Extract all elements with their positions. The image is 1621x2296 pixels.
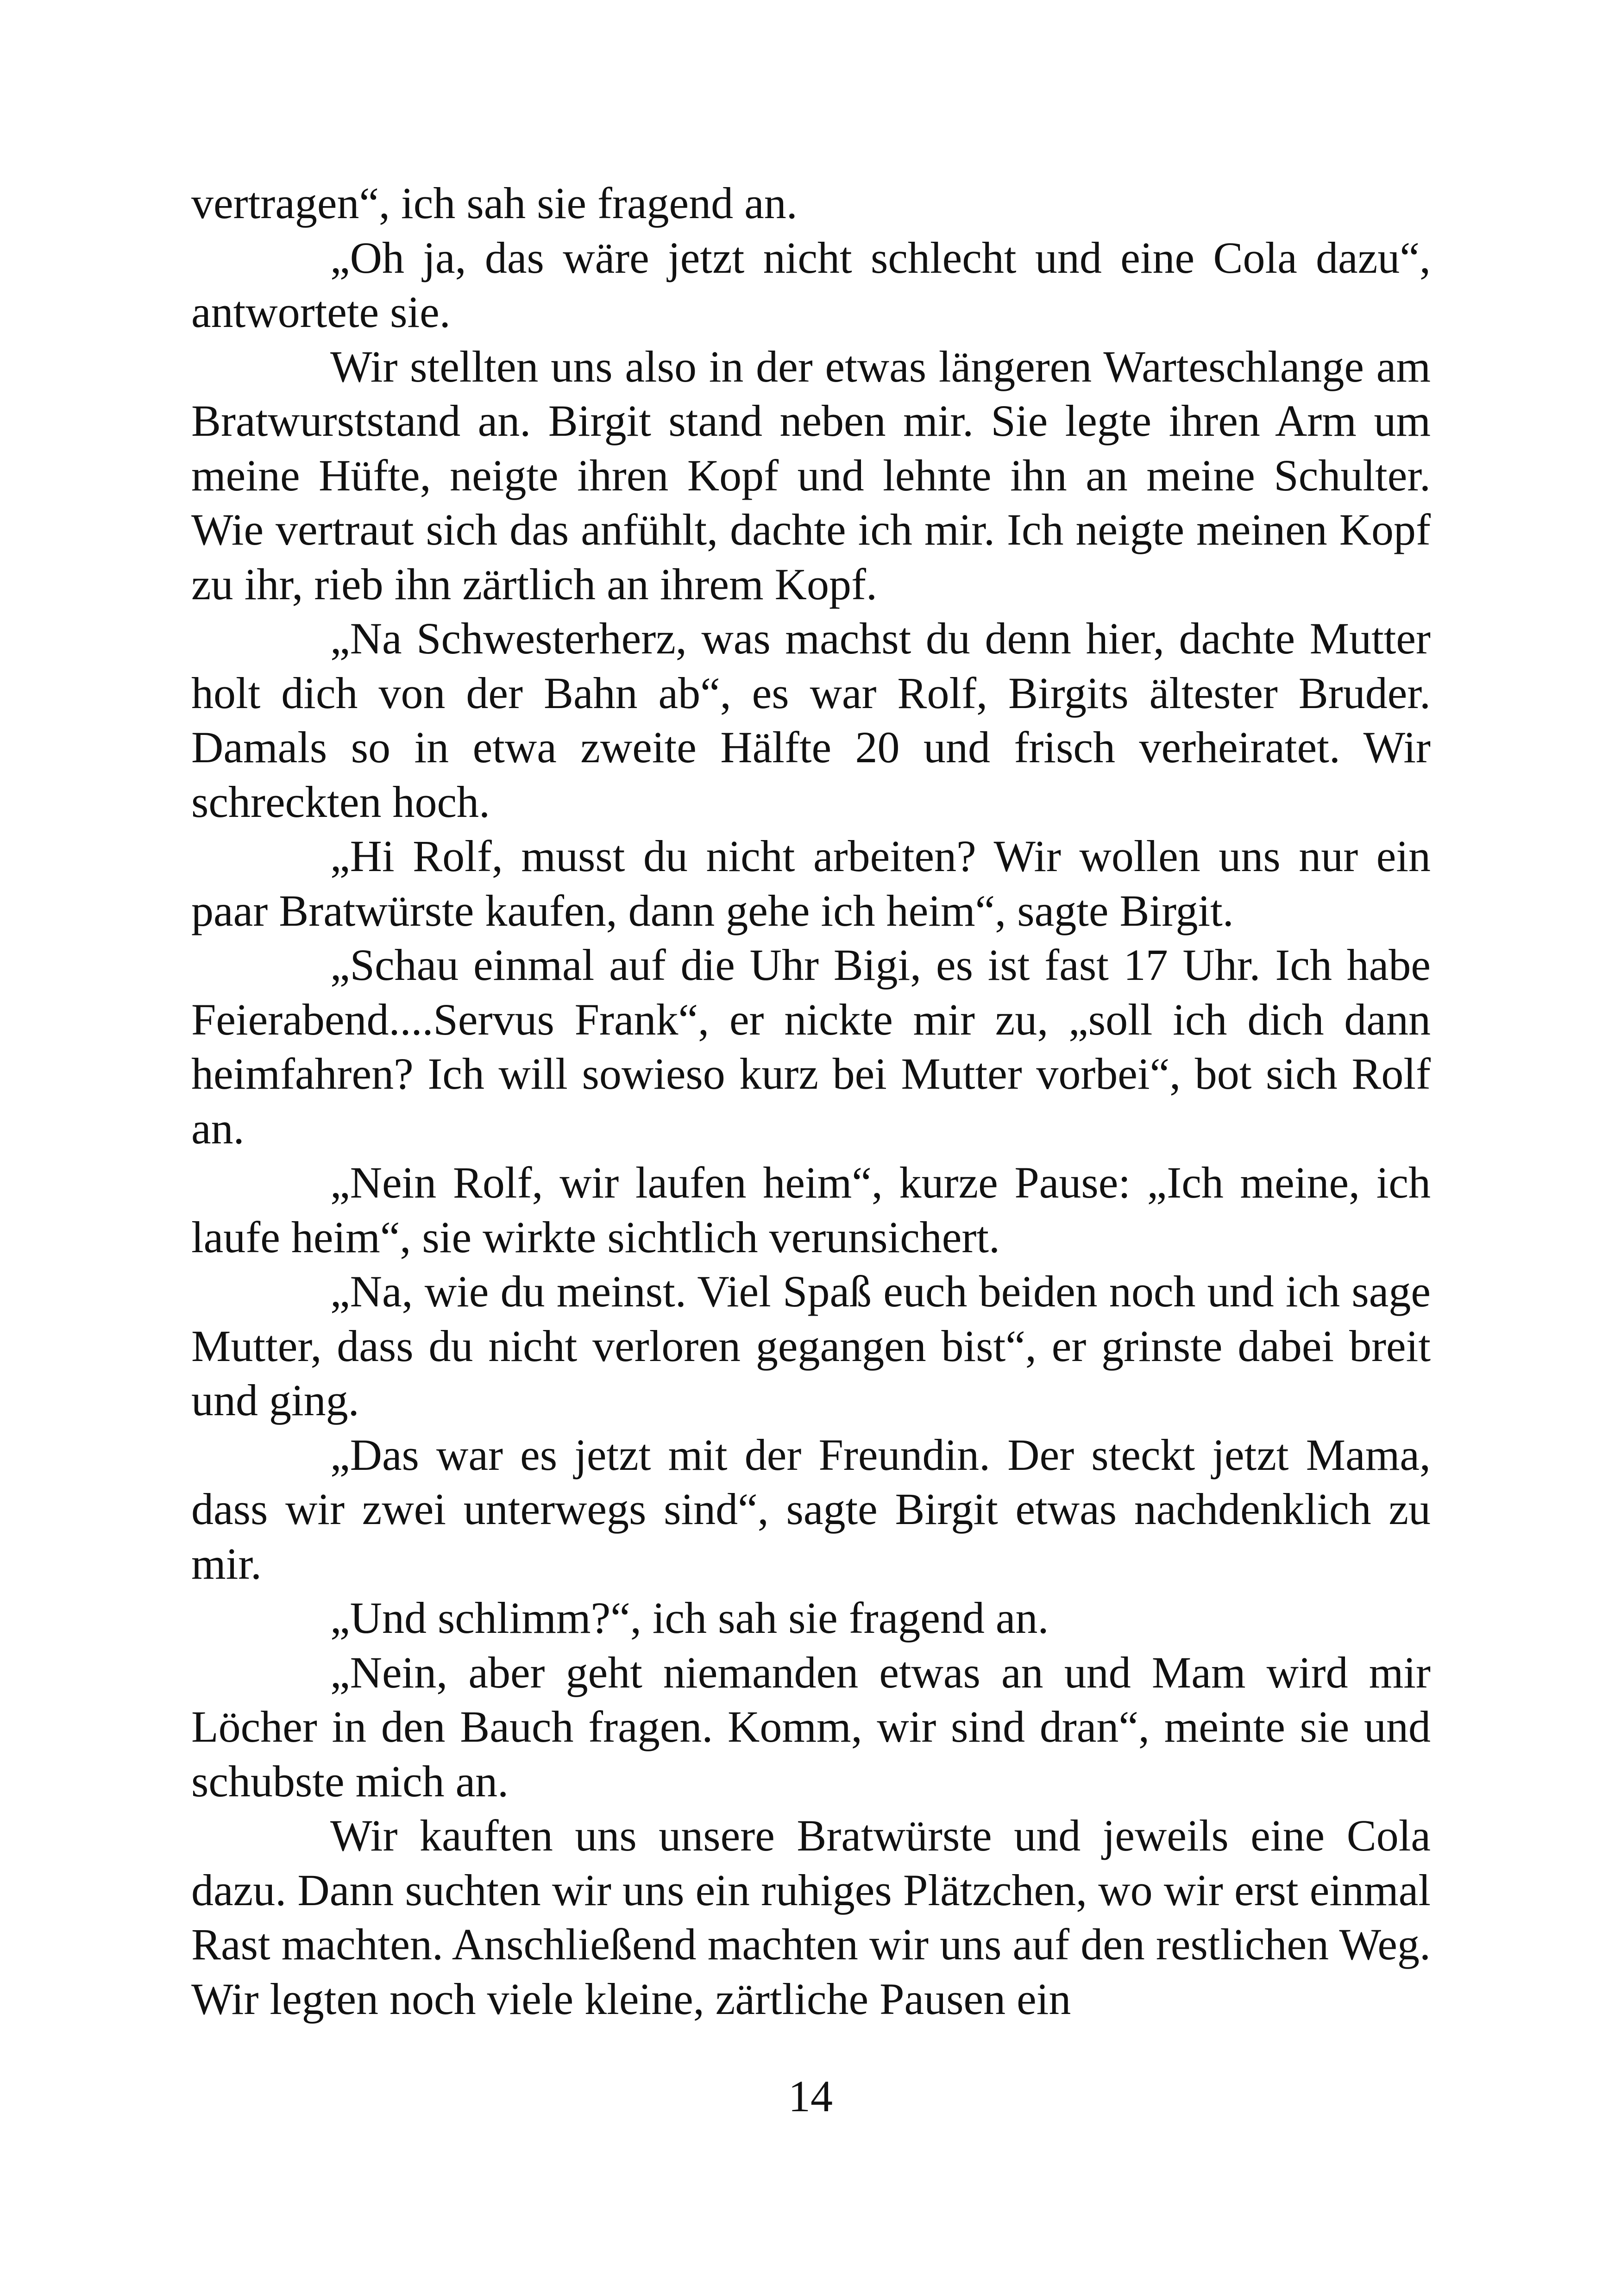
paragraph-9: „Das war es jetzt mit der Freundin. Der steckt jetzt Mama, dass wir zwei unterwegs sind“, sagte Birgit etwas nachdenklich zu mir. <box>191 1430 1431 1588</box>
paragraph-7: „Nein Rolf, wir laufen heim“, kurze Pause: „Ich meine, ich laufe heim“, sie wirkte sichtlich verunsichert. <box>191 1158 1431 1262</box>
paragraph-8: „Na, wie du meinst. Viel Spaß euch beiden noch und ich sage Mutter, dass du nicht verloren gegangen bist“, er grinste dabei breit und ging. <box>191 1267 1431 1425</box>
paragraph-5: „Hi Rolf, musst du nicht arbeiten? Wir wollen uns nur ein paar Bratwürste kaufen, dann gehe ich heim“, sagte Birgit. <box>191 831 1431 935</box>
body-text <box>191 176 1431 2026</box>
paragraph-11: „Nein, aber geht niemanden etwas an und Mam wird mir Löcher in den Bauch fragen. Komm, wir sind dran“, meinte sie und schubste mich an. <box>191 1647 1431 1806</box>
paragraph-3: Wir stellten uns also in der etwas längeren Warteschlange am Bratwurststand an. Birgit stand neben mir. Sie legte ihren Arm um meine Hüfte, neigte ihren Kopf und lehnte ihn an meine Schulter. Wie vertraut sich das anfühlt, dachte ich mir. Ich neigte meinen Kopf zu ihr, rieb ihn zärtlich an ihrem Kopf. <box>191 341 1431 609</box>
paragraph-2: „Oh ja, das wäre jetzt nicht schlecht und eine Cola dazu“, antwortete sie. <box>191 232 1431 337</box>
paragraph-1: vertragen“, ich sah sie fragend an. <box>191 178 798 228</box>
paragraph-12: Wir kauften uns unsere Bratwürste und jeweils eine Cola dazu. Dann suchten wir uns ein ruhiges Plätzchen, wo wir erst einmal Rast machten. Anschließend machten wir uns auf den restlichen Weg. Wir legten noch viele kleine, zärtliche Pausen ein <box>191 1811 1431 2024</box>
page-number: 14 <box>788 2071 833 2121</box>
paragraph-6: „Schau einmal auf die Uhr Bigi, es ist fast 17 Uhr. Ich habe Feierabend....Servus Frank“, er nickte mir zu, „soll ich dich dann heimfahren? Ich will sowieso kurz bei Mutter vorbei“, bot sich Rolf an. <box>191 940 1431 1153</box>
paragraph-10: „Und schlimm?“, ich sah sie fragend an. <box>330 1593 1049 1643</box>
paragraph-4: „Na Schwesterherz, was machst du denn hier, dachte Mutter holt dich von der Bahn ab“, es war Rolf, Birgits ältester Bruder. Damals so in etwa zweite Hälfte 20 und frisch verheiratet. Wir schreckten hoch. <box>191 614 1431 827</box>
